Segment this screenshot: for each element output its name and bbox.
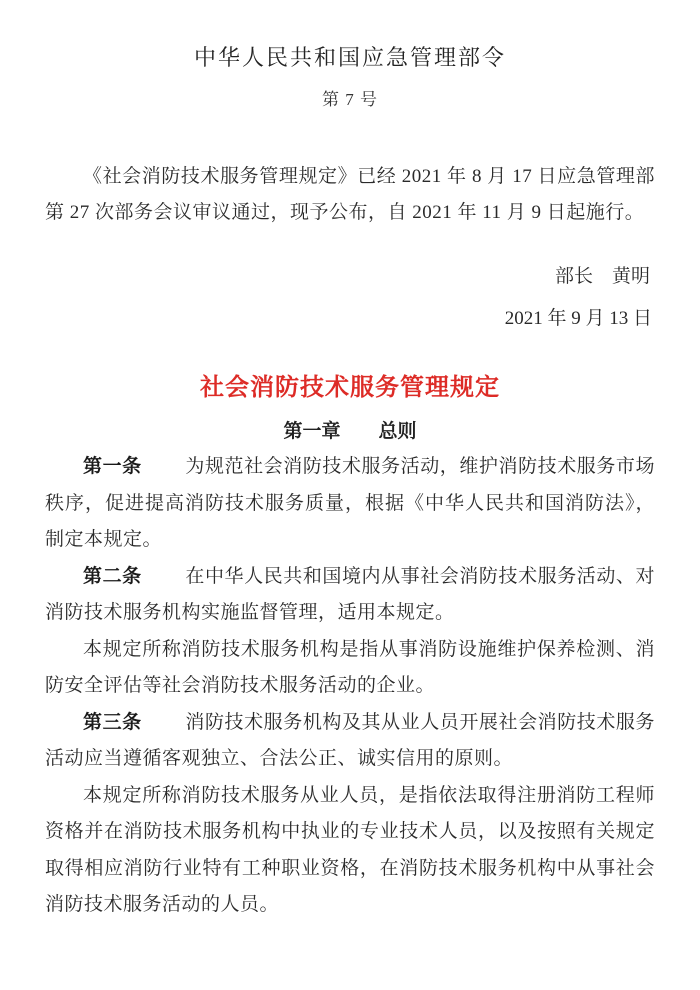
article-paragraph [45, 705, 655, 778]
article-label: 第三条 [83, 711, 142, 733]
article-paragraph [45, 559, 655, 632]
decree-signer: 部长 黄明 [554, 266, 650, 287]
article-paragraph [45, 632, 655, 705]
article-text: 本规定所称消防技术服务从业人员，是指依法取得注册消防工程师资格并在消防技术服务机构中执业的专业技术人员，以及按照有关规定取得相应消防行业特有工种职业资格，在消防技术服务机构中从事社会消防技术服务活动的人员。 [45, 784, 655, 915]
regulation-title: 社会消防技术服务管理规定 [200, 375, 500, 401]
decree-date: 2021 年 9 月 13 日 [504, 308, 652, 329]
article-paragraph [45, 449, 655, 559]
article-text: 本规定所称消防技术服务机构是指从事消防设施维护保养检测、消防安全评估等社会消防技术服务活动的企业。 [45, 638, 655, 696]
article-label: 第一条 [83, 456, 142, 477]
article-paragraph [45, 778, 655, 924]
article-text: 在中华人民共和国境内从事社会消防技术服务活动、对消防技术服务机构实施监督管理，适用本规定。 [45, 565, 655, 623]
decree-title: 中华人民共和国应急管理部令 [193, 45, 506, 70]
article-text: 消防技术服务机构及其从业人员开展社会消防技术服务活动应当遵循客观独立、合法公正、诚实信用的原则。 [45, 711, 655, 769]
article-body [45, 449, 655, 924]
article-label: 第二条 [83, 565, 142, 587]
decree-announcement: 《社会消防技术服务管理规定》已经 2021 年 8 月 17 日应急管理部第 27 次部务会议审议通过，现予公布，自 2021 年 11 月 9 日起施行。 [45, 166, 655, 223]
decree-number: 第 7 号 [322, 90, 378, 109]
article-text: 为规范社会消防技术服务活动，维护消防技术服务市场秩序，促进提高消防技术服务质量，根据《中华人民共和国消防法》，制定本规定。 [45, 456, 655, 550]
chapter-heading: 第一章 总则 [283, 421, 417, 442]
